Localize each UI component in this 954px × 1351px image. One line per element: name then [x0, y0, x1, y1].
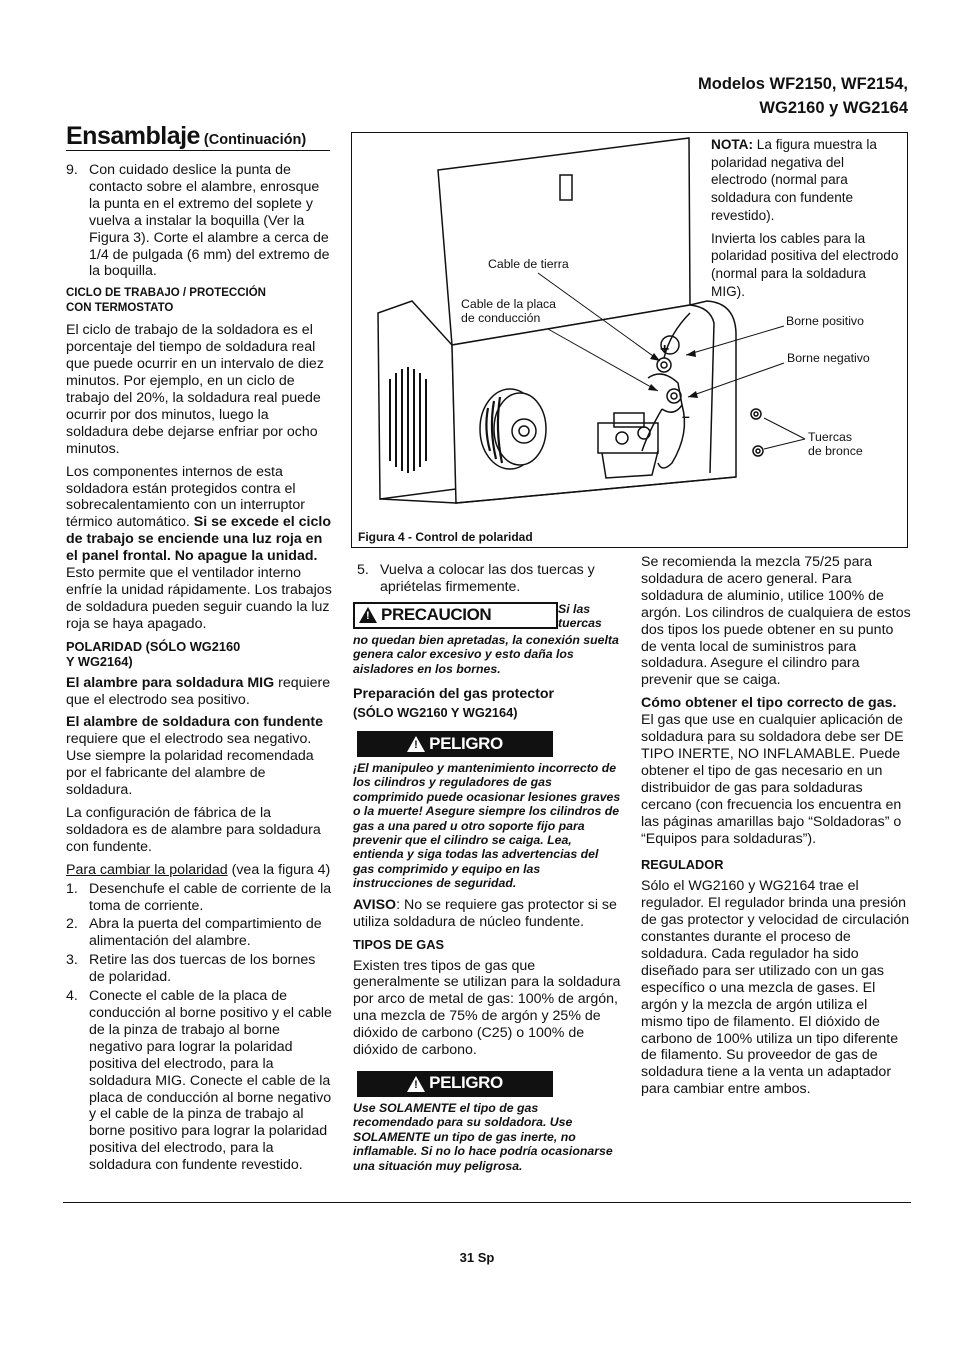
list-item — [357, 562, 621, 596]
duty-heading-line-2: CON TERMOSTATO — [66, 302, 174, 315]
label-plate-line-1: Cable de la placa — [461, 297, 557, 311]
flux-bold: El alambre de soldadura con fundente — [66, 714, 324, 731]
list-item — [66, 881, 333, 915]
models-line-1: Modelos WF2150, WF2154, — [698, 75, 908, 93]
models-header — [698, 72, 908, 120]
warning-triangle-icon — [407, 736, 425, 752]
list-item — [66, 952, 333, 986]
obtain-gas-paragraph — [641, 695, 911, 847]
step-number: 2. — [66, 916, 78, 933]
polarity-heading-line-2: Y WG2164) — [66, 653, 133, 669]
page-number: 31 Sp — [459, 1250, 495, 1265]
list-item — [66, 916, 333, 950]
label-negative-terminal: Borne negativo — [787, 351, 870, 365]
duty-cycle-paragraph-1: El ciclo de trabajo de la soldadora es el porcentaje del tiempo de soldadura real que puede ocurrir en un intervalo de diez minutos. Por ejemplo, en un ciclo de trabajo del 20%, la soldadura real puede ocurrir por dos minutos, luego la soldadura debe dejarse enfriar por ocho minutos. — [66, 322, 324, 457]
caution-badge — [353, 602, 558, 629]
label-bronze-nuts — [808, 430, 863, 458]
mix-paragraph: Se recomienda la mezcla 75/25 para soldadura de acero general. Para soldadura de aluminio, utilice 100% de argón. Los cilindros de cualquiera de estos dos tipos los puede obtener en su punto de venta local de suministros para soldadura. Asegure el cilindro para prevenir que se caiga. — [641, 554, 911, 689]
polarity-heading — [66, 639, 333, 669]
danger-badge-2 — [357, 1071, 553, 1097]
regulator-heading: REGULADOR — [641, 857, 724, 873]
danger-label: PELIGRO — [429, 1073, 503, 1093]
duty-p2-text-c: Esto permite que el ventilador interno enfríe la unidad rápidamente. Los trabajos de soldadura pueden seguir cuando la luz roja se haya apagado. — [66, 565, 332, 632]
note-paragraph-2: Invierta los cables para la polaridad positiva del electrodo (normal para la soldadura MIG). — [711, 230, 899, 299]
column-1 — [66, 162, 333, 1180]
duty-p2-warning: Si se excede el ciclo de trabajo se enciende una luz roja en el panel frontal. No apague la unidad. — [66, 514, 331, 565]
step-number: 1. — [66, 880, 78, 897]
aviso-rest: : No se requiere gas protector si se utiliza soldadura de núcleo fundente. — [353, 896, 617, 930]
warning-glyph: ! — [414, 739, 418, 752]
step-number: 4. — [66, 988, 78, 1005]
section-title: Ensamblaje — [66, 122, 200, 150]
regulator-paragraph: Sólo el WG2160 y WG2164 trae el regulador. El regulador brinda una presión de gas protector y velocidad de circulación constantes durante el proceso de soldadura. Cada regulador ha sido diseñado para ser utilizado con un gas específico o una mezcla de gases. El argón y la mezcla de argón utiliza el mismo tipo de filamento. El dióxido de carbono de 100% utiliza un tipo diferente de filamento. Su proveedor de gas de soldadura tiene a la venta un adaptador para cambiar entre ambos. — [641, 878, 910, 1098]
caution-inline-text: Si las tuercas — [558, 601, 602, 631]
step-text: Desenchufe el cable de corriente de la toma de corriente. — [89, 880, 332, 914]
step-5-list — [353, 562, 621, 596]
change-polarity-underlined: Para cambiar la polaridad — [66, 861, 228, 878]
section-title-continued: (Continuación) — [203, 132, 307, 148]
label-plate-cable — [461, 297, 556, 325]
step-text: Conecte el cable de la placa de conducción al borne positivo y el cable de la pinza de trabajo al borne negativo para lograr la polaridad positiva del electrodo, para la soldadura MIG. Conecte el cable de la placa de conducción al borne negativo y el cable de la pinza de trabajo al borne positivo para lograr la polaridad positiva del electrodo, para la soldadura con fundente revestido. — [89, 988, 332, 1174]
column-3 — [641, 554, 911, 1104]
mig-rest: requiere que el electrodo sea positivo. — [66, 674, 331, 708]
change-polarity-rest: (vea la figura 4) — [227, 861, 331, 878]
step-9-list — [66, 162, 333, 280]
flux-paragraph — [66, 714, 333, 799]
label-nuts-line-2: de bronce — [808, 444, 863, 458]
polarity-heading-line-1: POLARIDAD (SÓLO WG2160 — [66, 638, 241, 654]
obtain-rest: El gas que use en cualquier aplicación de soldadura para su soldadora debe ser DE TIPO INERTE, NO INFLAMABLE. Puede obtener el tipo de gas necesario en un distribuidor de gas para soldaduras cercano (con frecuencia los encuentra en las páginas amarillas bajo “Soldadoras” o “Equipos para soldaduras”). — [641, 712, 904, 847]
footer-divider — [63, 1202, 911, 1203]
step-number: 5. — [357, 562, 369, 578]
gas-types-paragraph: Existen tres tipos de gas que generalmente se utilizan para la soldadura por arco de metal de gas: 100% de argón, una mezcla de 75% de argón y 25% de dióxido de carbono (C25) o 100% de dióxido de carbono. — [353, 957, 621, 1059]
gas-heading-main: Preparación del gas protector — [353, 686, 555, 703]
factory-paragraph: La configuración de fábrica de la soldadora es de alambre para soldadura con fundente. — [66, 805, 321, 855]
caution-row — [353, 602, 621, 631]
plus-sign: + — [660, 341, 670, 358]
danger-1-text: ¡El manipuleo y mantenimiento incorrecto de los cilindros y reguladores de gas comprimido puede ocasionar lesiones graves o la muerte! Asegure siempre los cilindros de gas a una pared u otro soporte fijo para prevenir que el cilindro se caiga. Lea, entienda y siga todas las advertencias del gas comprimido y equipo en las instrucciones de seguridad. — [353, 761, 621, 891]
models-line-2: WG2160 y WG2164 — [759, 99, 908, 117]
label-plate-line-2: de conducción — [461, 311, 541, 325]
note-bold: NOTA: — [711, 137, 754, 152]
figure-caption: Figura 4 - Control de polaridad — [358, 530, 533, 544]
gas-heading-sub: (SÓLO WG2160 Y WG2164) — [353, 704, 518, 720]
step-text: Retire las dos tuercas de los bornes de polaridad. — [89, 952, 316, 986]
warning-triangle-icon — [359, 607, 377, 623]
mig-paragraph — [66, 675, 333, 709]
aviso-paragraph — [353, 897, 621, 931]
step-text: Con cuidado deslice la punta de contacto sobre el alambre, enrosque la punta en el extremo del soplete y vuelva a instalar la boquilla (Ver la Figura 3). Corte el alambre a cerca de 1/4 de pulgada (6 mm) del extremo de la boquilla. — [89, 162, 330, 280]
danger-label: PELIGRO — [429, 733, 503, 753]
column-2 — [353, 562, 621, 1179]
duty-cycle-heading — [66, 286, 333, 316]
minus-sign: – — [682, 408, 690, 424]
note-rest: La figura muestra la polaridad negativa del electrodo (normal para soldadura con fundente revestido). — [711, 137, 877, 223]
list-item — [66, 988, 333, 1174]
gas-types-heading: TIPOS DE GAS — [353, 936, 445, 952]
warning-triangle-icon — [407, 1076, 425, 1092]
warning-glyph: ! — [366, 610, 370, 623]
duty-heading-line-1: CICLO DE TRABAJO / PROTECCIÓN — [66, 287, 266, 300]
step-number: 9. — [66, 162, 78, 178]
danger-2-text: Use SOLAMENTE el tipo de gas recomendado para su soldadora. Use SOLAMENTE un tipo de gas inerte, no inflamable. Si no lo hace podría ocasionarse una situación muy peligrosa. — [353, 1100, 613, 1173]
figure-note — [711, 136, 901, 306]
mig-bold: El alambre para soldadura MIG — [66, 674, 275, 691]
step-text: Abra la puerta del compartimiento de alimentación del alambre. — [89, 916, 322, 950]
warning-glyph: ! — [414, 1078, 418, 1091]
duty-p2-text-a: Los componentes internos de esta soldadora están protegidos contra el sobrecalentamiento con un interruptor térmico automático. — [66, 463, 305, 531]
label-nuts-line-1: Tuercas — [808, 430, 852, 444]
obtain-bold: Cómo obtener el tipo correcto de gas. — [641, 695, 897, 712]
step-text: Vuelva a colocar las dos tuercas y apriételas firmemente. — [380, 562, 595, 595]
list-item — [66, 162, 333, 280]
caution-label: PRECAUCION — [381, 604, 492, 624]
gas-heading — [353, 686, 621, 721]
label-positive-terminal: Borne positivo — [786, 314, 864, 328]
label-ground-cable: Cable de tierra — [488, 257, 569, 271]
danger-badge-1 — [357, 731, 553, 757]
section-heading — [66, 122, 330, 151]
duty-cycle-paragraph-2 — [66, 464, 333, 633]
step-number: 3. — [66, 952, 78, 969]
caution-text: no quedan bien apretadas, la conexión suelta genera calor excesivo y esto daña los aisladores en los bornes. — [353, 632, 619, 676]
polarity-steps-list — [66, 881, 333, 1174]
flux-rest: requiere que el electrodo sea negativo. Use siempre la polaridad recomendada por el fabricante del alambre de soldadura. — [66, 731, 314, 799]
aviso-bold: AVISO — [353, 896, 397, 913]
change-polarity-intro — [66, 862, 333, 879]
